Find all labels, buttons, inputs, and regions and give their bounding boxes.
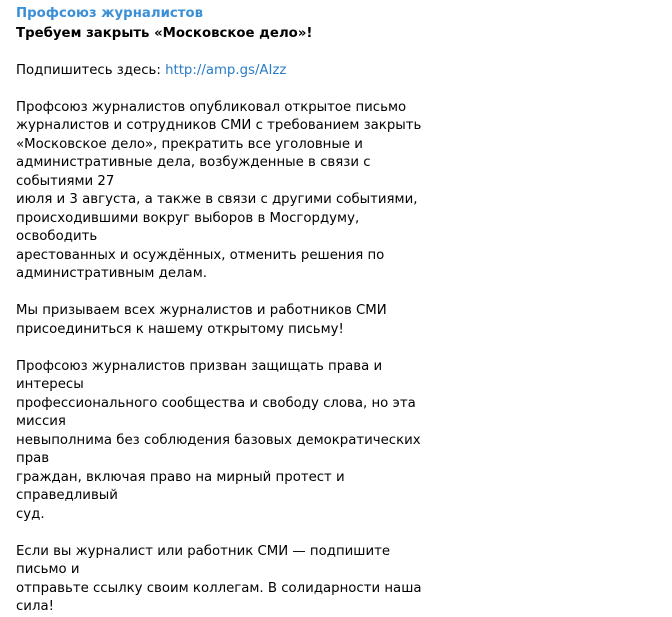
channel-name[interactable]: Профсоюз журналистов [16,6,204,21]
paragraph-4: Если вы журналист или работник СМИ — подпишите письмо и отправьте ссылку своим коллегам. В солидарности наша сила! [16,543,422,614]
paragraph-1: Профсоюз журналистов опубликовал открытое письмо журналистов и сотрудников СМИ с требованием закрыть «Московское дело», прекратить все уголовные и административные дела, возбужденные в связи с событиями 27 июля и 3 августа, а также в связи с другими событиями, происходившими вокруг выборов в Мосгордуму, освободить арестованных и осуждённых, отменить решения по административным делам. [16,99,422,281]
spacer [16,524,436,543]
subscribe-link[interactable]: http://amp.gs/AIzz [165,62,287,78]
spacer [16,80,436,99]
paragraph-2: Мы призываем всех журналистов и работников СМИ присоединиться к нашему открытому письму! [16,303,387,337]
subscribe-label: Подпишитесь здесь: [16,62,166,78]
spacer [16,43,436,62]
paragraph-3: Профсоюз журналистов призван защищать права и интересы профессионального сообщества и свободу слова, но эта миссия невыполнима без соблюдения базовых демократических прав граждан, включая право на мирный протест и справедливый суд. [16,358,421,522]
channel-post [16,5,436,617]
spacer [16,339,436,358]
spacer [16,284,436,303]
subscribe-line [16,62,436,81]
post-title: Требуем закрыть «Московское дело»! [16,25,313,41]
